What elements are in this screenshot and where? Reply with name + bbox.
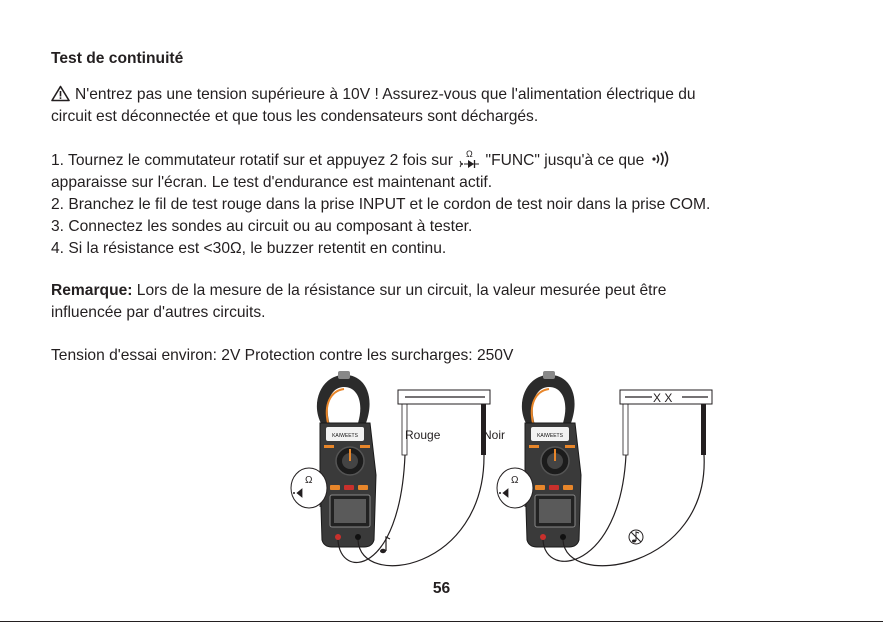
sound-note-icon [380, 537, 390, 553]
continuity-diode-icon [457, 149, 481, 169]
meter-right-brand: KAIWEETS [537, 433, 563, 439]
continuity-test-illustration [280, 365, 730, 580]
label-rouge: Rouge [405, 428, 441, 442]
zoom-left-ohm: Ω [305, 475, 313, 486]
step-4-text: 4. Si la résistance est <30Ω, le buzzer retentit en continu. [51, 240, 447, 257]
svg-text:Ω: Ω [466, 148, 473, 159]
page-number: 56 [432, 580, 451, 597]
page-title: Test de continuité [51, 50, 184, 67]
meter-left-brand: KAIWEETS [332, 433, 358, 439]
label-noir: Noir [483, 428, 506, 442]
step-1-text-b: "FUNC" jusqu'à ce que [481, 152, 649, 169]
step-1-text-c: apparaisse sur l'écran. Le test d'endurance est maintenant actif. [51, 174, 493, 191]
remark-label: Remarque: [51, 282, 133, 299]
warning-triangle-icon [51, 85, 70, 102]
warning-text-1: N'entrez pas une tension supérieure à 10V ! Assurez-vous que l'alimentation électrique du [75, 86, 696, 103]
broken-circuit-mark: X X [653, 391, 673, 405]
clamp-meter-right [522, 371, 581, 547]
buzzer-icon [649, 151, 671, 167]
footer-divider [0, 621, 883, 622]
no-sound-icon [629, 530, 643, 544]
zoom-right-ohm: Ω [511, 475, 519, 486]
clamp-meter-left [317, 371, 376, 547]
remark-text-2: influencée par d'autres circuits. [51, 304, 266, 321]
remark-line-1 [51, 280, 666, 302]
step-1-text-a: 1. Tournez le commutateur rotatif sur et appuyez 2 fois sur [51, 152, 458, 169]
dial-zoom-left [291, 468, 327, 508]
step-3-text: 3. Connectez les sondes au circuit ou au composant à tester. [51, 218, 473, 235]
step-2-text: 2. Branchez le fil de test rouge dans la prise INPUT et le cordon de test noir dans la prise COM. [51, 196, 711, 213]
specs-text: Tension d'essai environ: 2V Protection contre les surcharges: 250V [51, 347, 514, 364]
dial-zoom-right [497, 468, 533, 508]
step-1-line-1 [51, 150, 671, 172]
remark-text-1: Lors de la mesure de la résistance sur un circuit, la valeur mesurée peut être [132, 282, 667, 299]
warning-line-1 [51, 84, 696, 106]
warning-text-2: circuit est déconnectée et que tous les condensateurs sont déchargés. [51, 108, 539, 125]
